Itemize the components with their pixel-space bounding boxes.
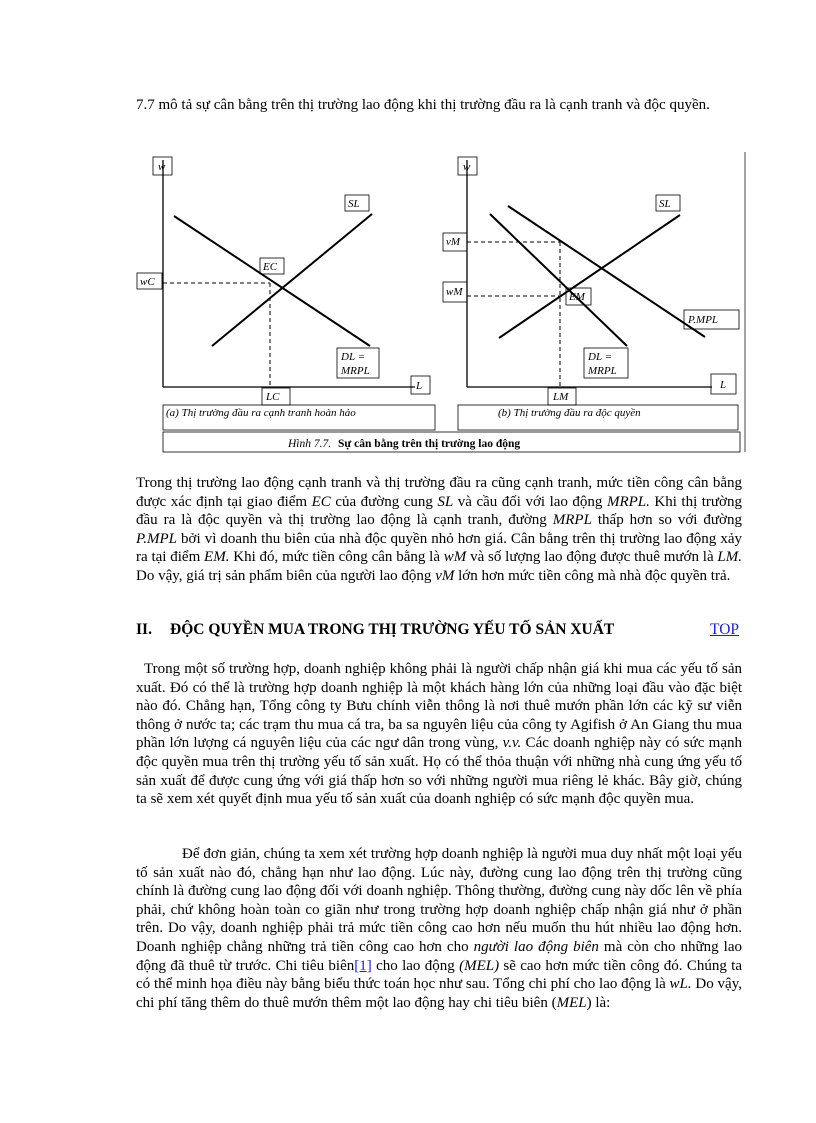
panel-b-demand-label-2: MRPL <box>588 365 617 377</box>
panel-b-wm-label: wM <box>446 286 463 298</box>
section-title: ĐỘC QUYỀN MUA TRONG THỊ TRƯỜNG YẾU TỐ SẢN XUẤT <box>170 621 615 638</box>
paragraph-monopsony: Trong một số trường hợp, doanh nghiệp không phải là người chấp nhận giá khi mua các yếu tố sản xuất. Đó có thể là trường hợp doanh nghiệp là một khách hàng lớn của những loại đầu vào đặc biệt nào đó. Chẳng hạn, Tổng công ty Bưu chính viễn thông là nơi thuê mướn phần lớn các kỹ sư viễn thông ở nước ta; các trạm thu mua cá tra, ba sa nguyên liệu của công ty Agifish ở An Giang thu mua phần lớn lượng cá nguyên liệu của các ngư dân trong vùng, v.v. Các doanh nghiệp này có sức mạnh độc quyền mua trên thị trường yếu tố sản xuất. Họ có thể thỏa thuận với những nhà cung ứng yếu tố sản xuất để được cung ứng với giá thấp hơn so với những người mua riêng lẻ khác. Bây giờ, chúng ta sẽ xem xét quyết định mua yếu tố sản xuất của doanh nghiệp có sức mạnh độc quyền mua. <box>136 661 742 808</box>
footnote-link[interactable]: [1] <box>354 957 372 974</box>
paragraph-equilibrium: Trong thị trường lao động cạnh tranh và thị trường đầu ra cũng cạnh tranh, mức tiền công cân bằng được xác định tại giao điểm EC của đường cung SL và cầu đối với lao động MRPL. Khi thị trường đầu ra là độc quyền và thị trường lao động là cạnh tranh, đường MRPL thấp hơn so với đường P.MPL bởi vì doanh thu biên của nhà độc quyền nhỏ hơn giá. Cân bằng trên thị trường lao động xảy ra tại điểm EM. Khi đó, mức tiền công cân bằng là wM và số lượng lao động được thuê mướn là LM. Do vậy, giá trị sản phẩm biên của người lao động vM lớn hơn mức tiền công mà nhà độc quyền trả. <box>136 475 742 584</box>
paragraph-marginal-expenditure: Để đơn giản, chúng ta xem xét trường hợp doanh nghiệp là người mua duy nhất một loại yếu tố sản xuất nào đó, chẳng hạn như lao động. Lúc này, đường cung lao động trên thị trường cũng chính là đường cung lao động đối với doanh nghiệp. Thông thường, đường cung này dốc lên về phía phải, chứ không hoàn toàn co giãn như trong trường hợp doanh nghiệp chấp nhận giá như ở phần trên. Do vậy, doanh nghiệp phải trả mức tiền công cao hơn nếu muốn thu hút nhiều lao động hơn. Doanh nghiệp chẳng những trả tiền công cao hơn cho người lao động biên mà còn cho những lao động đã thuê từ trước. Chi tiêu biên[1] cho lao động (MEL) sẽ cao hơn mức tiền công đó. Chúng ta có thể minh họa điều này bằng biểu thức toán học như sau. Tổng chi phí cho lao động là wL. Do vậy, chi phí tăng thêm do thuê mướn thêm một lao động hay chi tiêu biên (MEL) là: <box>136 846 743 1011</box>
panel-b-supply-label: SL <box>659 198 671 210</box>
panel-b-subtitle: (b) Thị trường đầu ra độc quyền <box>498 407 641 419</box>
panel-a-y-label: w <box>158 161 166 173</box>
panel-a-demand-curve <box>174 216 370 346</box>
top-link[interactable]: TOP <box>710 621 740 638</box>
section-heading <box>136 621 742 639</box>
panel-a-supply-label: SL <box>348 198 360 210</box>
figure-caption-title: Sự cân bằng trên thị trường lao động <box>338 438 521 450</box>
panel-b-mrpl-curve <box>490 214 627 346</box>
section-number: II. <box>136 621 152 638</box>
intro-paragraph: 7.7 mô tả sự cân bằng trên thị trường lao động khi thị trường đầu ra là cạnh tranh và độc quyền. <box>136 97 710 113</box>
panel-b-y-label: w <box>463 161 471 173</box>
panel-a-demand-label-2: MRPL <box>341 365 370 377</box>
panel-b-equilibrium-label: EM <box>569 291 585 303</box>
panel-b-vm-label: vM <box>446 236 461 248</box>
panel-a-supply-curve <box>212 214 372 346</box>
figure-7-7 <box>0 0 816 470</box>
figure-caption-prefix: Hình 7.7. <box>288 438 332 450</box>
panel-b-demand-label-1: DL = <box>588 351 613 363</box>
panel-b-supply-curve <box>499 215 680 338</box>
panel-a-wage-label: wC <box>140 276 155 288</box>
panel-b-quantity-label: LM <box>553 391 569 403</box>
panel-a-x-label: L <box>416 380 423 392</box>
panel-a-subtitle: (a) Thị trường đầu ra cạnh tranh hoàn hảo <box>166 407 356 419</box>
panel-a-demand-label-1: DL = <box>341 351 366 363</box>
panel-b-pmpl-curve <box>508 206 705 337</box>
panel-b-x-label: L <box>720 379 727 391</box>
panel-a-equilibrium-label: EC <box>263 261 278 273</box>
panel-b-pmpl-label: P.MPL <box>688 314 719 326</box>
panel-a-quantity-label: LC <box>266 391 280 403</box>
figure-caption <box>287 437 520 450</box>
